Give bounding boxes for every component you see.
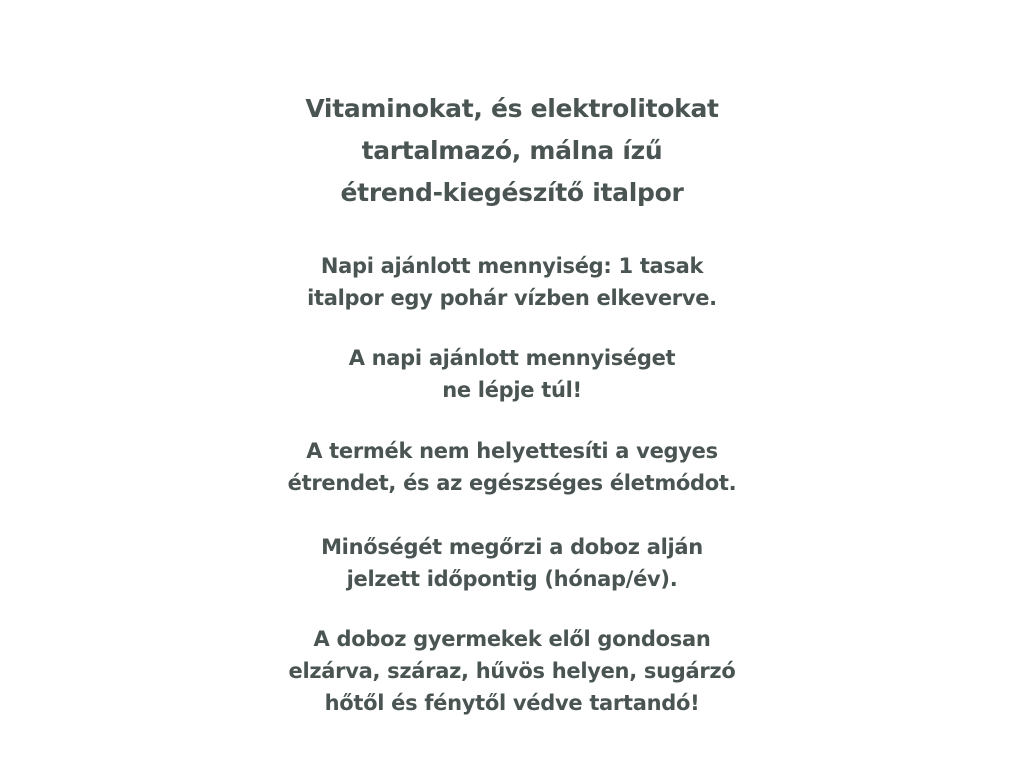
paragraph-line: Napi ajánlott mennyiség: 1 tasak	[320, 254, 704, 278]
title-line: étrend-kiegészítő italpor	[340, 178, 684, 207]
title-line: tartalmazó, málna ízű	[361, 136, 663, 165]
title-line: Vitaminokat, és elektrolitokat	[305, 94, 719, 123]
paragraph-line: jelzett időpontig (hónap/év).	[346, 567, 678, 591]
paragraph-line: étrendet, és az egészséges életmódot.	[287, 471, 737, 495]
dose-warning-paragraph	[262, 342, 762, 406]
paragraph-line: A termék nem helyettesíti a vegyes	[306, 439, 718, 463]
paragraph-line: hőtől és fénytől védve tartandó!	[324, 691, 700, 715]
daily-dose-paragraph	[262, 250, 762, 314]
storage-paragraph	[262, 623, 762, 719]
paragraph-line: A doboz gyermekek elől gondosan	[313, 627, 711, 651]
product-title	[262, 88, 762, 214]
best-before-paragraph	[262, 531, 762, 595]
paragraph-line: elzárva, száraz, hűvös helyen, sugárzó	[288, 659, 736, 683]
diet-notice-paragraph	[262, 435, 762, 499]
paragraph-line: A napi ajánlott mennyiséget	[348, 346, 676, 370]
paragraph-line: italpor egy pohár vízben elkeverve.	[307, 286, 717, 310]
paragraph-line: Minőségét megőrzi a doboz alján	[321, 535, 703, 559]
paragraph-line: ne lépje túl!	[442, 378, 582, 402]
